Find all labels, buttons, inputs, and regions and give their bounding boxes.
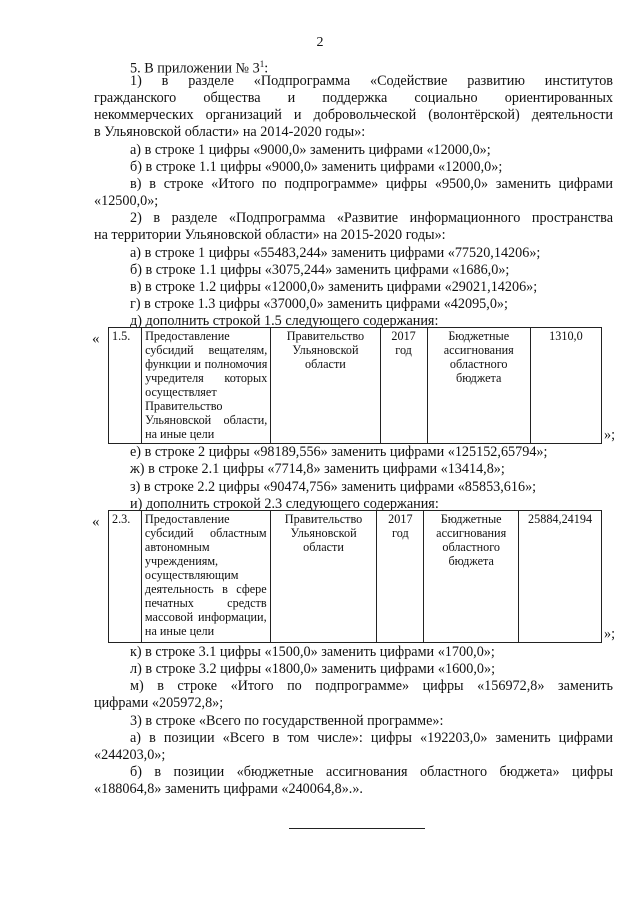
close-quote: »; xyxy=(604,626,616,642)
row-executor: Правительство Ульяновской области xyxy=(270,511,377,643)
text-line: г) в строке 1.3 цифры «37000,0» заменить цифрами «42095,0»; xyxy=(130,296,508,312)
text-line: б) в строке 1.1 цифры «3075,244» заменить цифрами «1686,0»; xyxy=(130,262,510,278)
text-line: 1) в разделе «Подпрограмма «Содействие развитию институтов xyxy=(130,73,613,89)
text-line: и) дополнить строкой 2.3 следующего содержания: xyxy=(130,496,439,512)
text-line: гражданского общества и поддержка социально ориентированных xyxy=(94,90,613,106)
text-line: «188064,8» заменить цифрами «240064,8».». xyxy=(94,781,363,797)
text-line: д) дополнить строкой 1.5 следующего содержания: xyxy=(130,313,439,329)
text-line: е) в строке 2 цифры «98189,556» заменить цифрами «125152,65794»; xyxy=(130,444,548,460)
text-line: з) в строке 2.2 цифры «90474,756» заменить цифрами «85853,616»; xyxy=(130,479,537,495)
text-line: л) в строке 3.2 цифры «1800,0» заменить цифрами «1600,0»; xyxy=(130,661,496,677)
text-line: а) в строке 1 цифры «55483,244» заменить цифрами «77520,14206»; xyxy=(130,245,541,261)
text-line: «12500,0»; xyxy=(94,193,159,209)
row-description: Предоставление субсидий вещателям, функции и полномочия учредителя которых осуществляет Правительство Ульяновской области, на иные цели xyxy=(142,328,271,444)
row-description: Предоставление субсидий областным автономным учреждениям, осуществляющим деятельность в сфере печатных средств массовой информации, на иные цели xyxy=(141,511,270,643)
text-line: на территории Ульяновской области» на 2015-2020 годы»: xyxy=(94,227,446,243)
inserted-row-table xyxy=(108,327,602,444)
text-line: а) в строке 1 цифры «9000,0» заменить цифрами «12000,0»; xyxy=(130,142,491,158)
table-row xyxy=(109,328,602,444)
row-number: 2.3. xyxy=(109,511,142,643)
text-line: ж) в строке 2.1 цифры «7714,8» заменить цифрами «13414,8»; xyxy=(130,461,505,477)
row-year: 2017 год xyxy=(380,328,427,444)
text-line: цифрами «205972,8»; xyxy=(94,695,224,711)
text-line: а) в позиции «Всего в том числе»: цифры «192203,0» заменить цифрами xyxy=(130,730,613,746)
open-quote: « xyxy=(92,514,100,530)
row-year: 2017 год xyxy=(377,511,424,643)
row-amount: 1310,0 xyxy=(530,328,601,444)
item-5-heading: 5. В приложении № $3^1$: xyxy=(130,59,269,77)
close-quote: »; xyxy=(604,427,616,443)
page-number: 2 xyxy=(316,35,324,50)
open-quote: « xyxy=(92,331,100,347)
text-line: 3) в строке «Всего по государственной программе»: xyxy=(130,713,444,729)
inserted-row-table xyxy=(108,510,602,643)
row-executor: Правительство Ульяновской области xyxy=(271,328,380,444)
text-line: м) в строке «Итого по подпрограмме» цифры «156972,8» заменить xyxy=(130,678,613,694)
text-line: в Ульяновской области» на 2014-2020 годы»: xyxy=(94,124,366,140)
text-line: б) в строке 1.1 цифры «9000,0» заменить цифрами «12000,0»; xyxy=(130,159,503,175)
closing-divider xyxy=(289,828,425,829)
row-amount: 25884,24194 xyxy=(519,511,602,643)
text-line: б) в позиции «бюджетные ассигнования областного бюджета» цифры xyxy=(130,764,613,780)
text-line: некоммерческих организаций и добровольческой (волонтёрской) деятельности xyxy=(94,107,613,123)
table-row xyxy=(109,511,602,643)
row-source: Бюджетные ассигнования областного бюджета xyxy=(424,511,519,643)
text-line: «244203,0»; xyxy=(94,747,166,763)
row-number: 1.5. xyxy=(109,328,142,444)
row-source: Бюджетные ассигнования областного бюджета xyxy=(427,328,530,444)
text-line: к) в строке 3.1 цифры «1500,0» заменить цифрами «1700,0»; xyxy=(130,644,495,660)
text-line: 2) в разделе «Подпрограмма «Развитие информационного пространства xyxy=(130,210,613,226)
text-line: в) в строке «Итого по подпрограмме» цифры «9500,0» заменить цифрами xyxy=(130,176,613,192)
text-line: в) в строке 1.2 цифры «12000,0» заменить цифрами «29021,14206»; xyxy=(130,279,538,295)
